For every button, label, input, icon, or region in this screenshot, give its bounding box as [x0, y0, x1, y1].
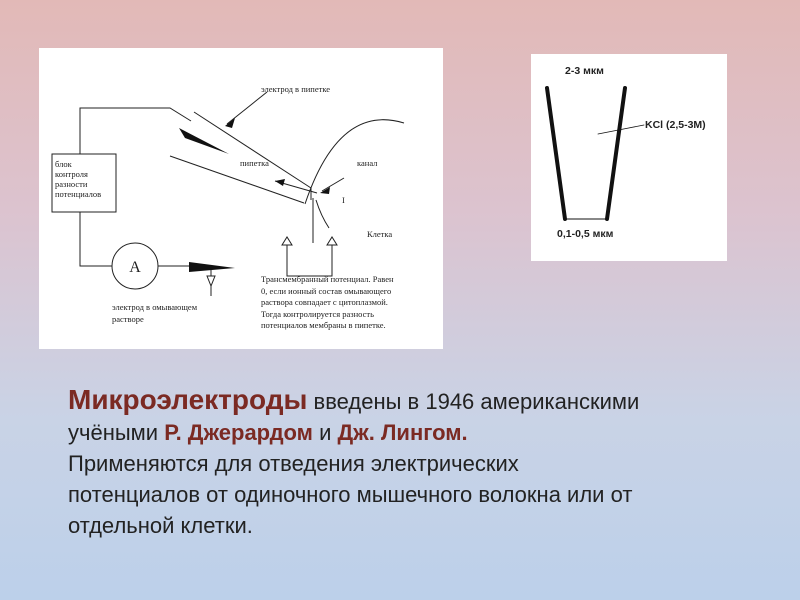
kcl-label: KCl (2,5-3M)	[645, 119, 706, 131]
pipette-wall-upper	[194, 112, 311, 188]
label-current: I	[342, 195, 345, 205]
current-arrowhead	[275, 179, 285, 186]
potential-bracket	[287, 245, 332, 276]
cell-membrane-lower	[316, 200, 329, 228]
label-channel: канал	[357, 158, 378, 168]
pipette-electrode-shape	[179, 128, 229, 154]
ammeter-label: A	[129, 259, 141, 276]
microelectrode-right-wall	[607, 88, 625, 219]
label-bath-electrode-1: электрод в омывающем	[112, 302, 198, 312]
note-line: 0, если ионный состав омывающего	[261, 285, 392, 296]
label-control-block-3: разности	[55, 179, 88, 189]
caption-name-gerard: Р. Джерардом	[164, 420, 313, 445]
microelectrode-left-wall	[547, 88, 565, 219]
caption-line-4: потенциалов от одиночного мышечного волокна или от	[68, 482, 633, 507]
label-bath-electrode-2: растворе	[112, 314, 144, 324]
bracket-arrow-left	[282, 237, 292, 245]
transmembrane-note	[261, 274, 439, 332]
caption-line-2-mid: и	[312, 420, 338, 445]
electrode-label-arrowhead	[225, 118, 235, 128]
cell-membrane	[305, 120, 404, 204]
microelectrode-diagram	[531, 54, 727, 261]
caption-line-1-rest: введены в 1946 американскими	[307, 389, 640, 414]
wire-to-ammeter	[80, 212, 112, 266]
channel-leader	[322, 178, 344, 191]
caption-text	[68, 384, 768, 541]
patch-clamp-diagram	[39, 48, 443, 349]
note-line: Трансмембранный потенциал. Равен	[261, 274, 394, 284]
caption-line-2	[68, 417, 768, 448]
label-cell: Клетка	[367, 229, 393, 239]
top-diameter-label: 2-3 мкм	[565, 65, 604, 77]
note-line: раствора совпадает с цитоплазмой.	[261, 297, 388, 308]
label-pipette: пипетка	[240, 158, 269, 168]
bath-arrowhead	[207, 276, 215, 286]
caption-title-word: Микроэлектроды	[68, 384, 308, 415]
caption-line-1	[68, 384, 768, 417]
label-control-block-1: блок	[55, 159, 72, 169]
bath-electrode-shape	[189, 262, 235, 272]
bracket-arrow-right	[327, 237, 337, 245]
wire-to-pipette-electrode	[80, 108, 191, 154]
microelectrode-svg	[531, 54, 727, 261]
caption-line-5: отдельной клетки.	[68, 513, 253, 538]
electrode-label-leader	[227, 92, 267, 124]
caption-name-ling: Дж. Лингом.	[337, 420, 468, 445]
channel-arrowhead	[320, 187, 330, 194]
tip-diameter-label: 0,1-0,5 мкм	[557, 228, 614, 240]
label-control-block-4: потенциалов	[55, 189, 102, 199]
caption-line-3: Применяются для отведения электрических	[68, 451, 519, 476]
label-control-block-2: контроля	[55, 169, 88, 179]
label-electrode-in-pipette: электрод в пипетке	[261, 84, 331, 94]
note-line: Тогда контролируется разность	[261, 308, 375, 319]
note-line: потенциалов мембраны в пипетке.	[261, 320, 386, 331]
caption-line-2-pre: учёными	[68, 420, 165, 445]
